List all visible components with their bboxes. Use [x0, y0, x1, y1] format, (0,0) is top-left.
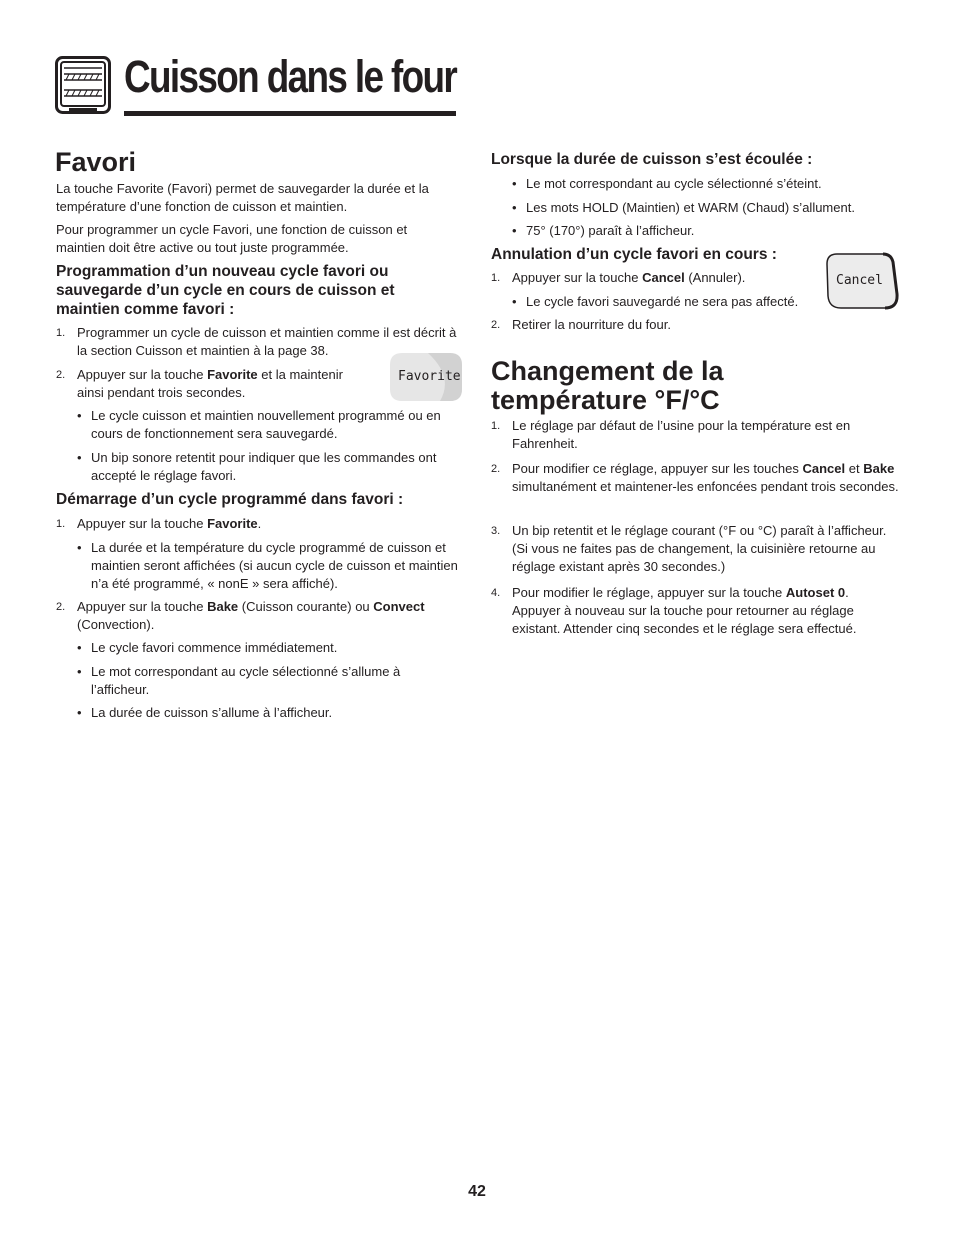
- bullet-icon: •: [512, 223, 517, 238]
- section-heading-favori: Favori: [55, 147, 137, 177]
- oven-icon: [55, 56, 111, 114]
- section-heading-changement-line1: Changement de la: [491, 356, 724, 386]
- title-underline: [124, 111, 456, 116]
- bullet-text: Le mot correspondant au cycle sélectionné s’éteint.: [526, 176, 822, 191]
- step-text: Retirer la nourriture du four.: [512, 317, 671, 332]
- bullet-icon: •: [77, 540, 82, 555]
- bullet-icon: •: [77, 450, 82, 465]
- bullet-icon: •: [512, 176, 517, 191]
- bullet-icon: •: [512, 200, 517, 215]
- subheading-programmation: Programmation d’un nouveau cycle favori ou sauvegarde d’un cycle en cours de cuisson et maintien comme favori :: [56, 263, 395, 318]
- subheading-lorsque: Lorsque la durée de cuisson s’est écoulée :: [491, 151, 813, 168]
- bullet-icon: •: [512, 294, 517, 309]
- favorite-key-label: Favorite: [398, 369, 461, 384]
- step-number: 2.: [56, 601, 66, 613]
- subheading-demarrage: Démarrage d’un cycle programmé dans favori :: [56, 491, 404, 508]
- intro-paragraph-1: La touche Favorite (Favori) permet de sauvegarder la durée et la température d’une fonction de cuisson et maintien.: [56, 181, 429, 214]
- bullet-text: Un bip sonore retentit pour indiquer que les commandes ont accepté le réglage favori.: [91, 450, 437, 483]
- step-text: Appuyer sur la touche Favorite et la maintenir ainsi pendant trois secondes.: [77, 367, 343, 400]
- step-text: Pour modifier le réglage, appuyer sur la touche Autoset 0. Appuyer à nouveau sur la touche pour retourner au réglage existant. Attender cinq secondes et le réglage sera effectué.: [512, 585, 857, 636]
- bullet-text: Le cycle cuisson et maintien nouvellement programmé ou en cours de fonctionnement sera sauvegardé.: [91, 408, 441, 441]
- step-text: Appuyer sur la touche Favorite.: [77, 516, 262, 531]
- step-text: Un bip retentit et le réglage courant (°F ou °C) paraît à l’afficheur. (Si vous ne faites pas de changement, la cuisinière retourne au réglage existant après 30 secondes.): [512, 523, 887, 574]
- bullet-text: Le cycle favori commence immédiatement.: [91, 640, 338, 655]
- step-number: 2.: [491, 463, 501, 475]
- bullet-text: La durée et la température du cycle programmé de cuisson et maintien seront affichées (si aucun cycle de cuisson et maintien n’a été programmé, « nonE » sera affiché).: [91, 540, 458, 591]
- section-heading-changement-line2: température °F/°C: [491, 385, 720, 415]
- bullet-icon: •: [77, 705, 82, 720]
- step-text: Le réglage par défaut de l’usine pour la température est en Fahrenheit.: [512, 418, 851, 451]
- step-text: Appuyer sur la touche Bake (Cuisson courante) ou Convect (Convection).: [77, 599, 425, 632]
- subheading-annulation: Annulation d’un cycle favori en cours :: [491, 246, 777, 263]
- step-text: Programmer un cycle de cuisson et maintien comme il est décrit à la section Cuisson et maintien à la page 38.: [77, 325, 457, 358]
- step-number: 1.: [56, 327, 66, 339]
- bullet-icon: •: [77, 640, 82, 655]
- step-number: 2.: [491, 319, 501, 331]
- bullet-text: Les mots HOLD (Maintien) et WARM (Chaud) s’allument.: [526, 200, 855, 215]
- step-number: 4.: [491, 587, 501, 599]
- bullet-text: La durée de cuisson s’allume à l’afficheur.: [91, 705, 333, 720]
- step-number: 2.: [56, 369, 66, 381]
- bullet-text: Le cycle favori sauvegardé ne sera pas affecté.: [526, 294, 799, 309]
- step-number: 3.: [491, 525, 501, 537]
- step-number: 1.: [56, 518, 66, 530]
- step-number: 1.: [491, 420, 501, 432]
- bullet-text: 75° (170°) paraît à l’afficheur.: [526, 223, 695, 238]
- intro-paragraph-2: Pour programmer un cycle Favori, une fonction de cuisson et maintien doit être active ou tout juste programmée.: [56, 222, 408, 255]
- step-text: Appuyer sur la touche Cancel (Annuler).: [512, 270, 746, 285]
- bullet-text: Le mot correspondant au cycle sélectionné s’allume à l’afficheur.: [91, 664, 401, 697]
- step-number: 1.: [491, 272, 501, 284]
- page-number: 42: [468, 1183, 486, 1200]
- step-text: Pour modifier ce réglage, appuyer sur les touches Cancel et Bake simultanément et maintener-les enfoncées pendant trois secondes.: [512, 461, 899, 494]
- page-title: Cuisson dans le four: [124, 51, 457, 102]
- cancel-key-label: Cancel: [836, 273, 883, 288]
- bullet-icon: •: [77, 664, 82, 679]
- bullet-icon: •: [77, 408, 82, 423]
